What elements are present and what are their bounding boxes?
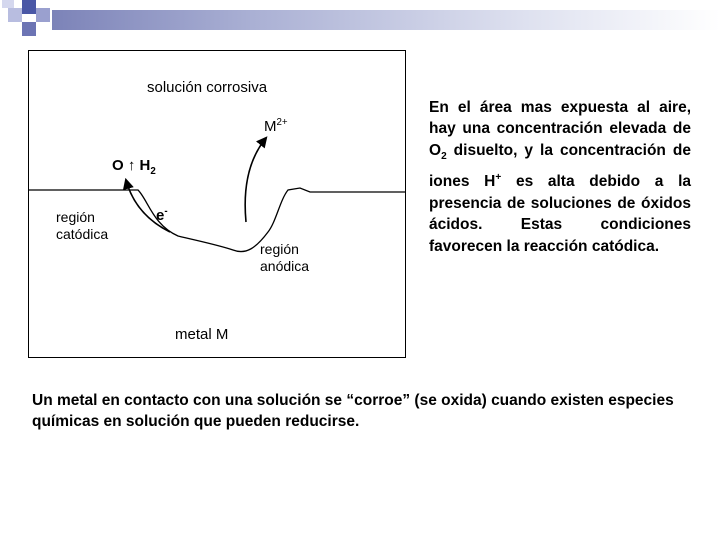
metal-label: metal M — [175, 326, 229, 343]
side-paragraph: En el área mas expuesta al aire, hay una concentración elevada de $O_2$ disuelto, y la concentración de iones H+ es alta debido a la presencia de soluciones de óxidos ácidos. Estas condiciones favorecen la reacción catódica. — [429, 99, 692, 255]
cathodic-region-label: región catódica — [56, 209, 109, 242]
corrosion-diagram — [28, 50, 406, 358]
header-gradient-band — [52, 10, 720, 30]
metal-ion-label: $M^{2+}$ — [264, 117, 288, 135]
header-square-mid — [36, 8, 50, 22]
electron-label: e- — [156, 206, 168, 224]
reaction-label: O ↑ $H_2$ — [112, 157, 156, 177]
metal-ion-arrow — [245, 138, 266, 222]
anodic-region-label: región anódica — [260, 241, 310, 274]
header-square-bottom — [22, 22, 36, 36]
header-square-outline — [2, 0, 14, 8]
bottom-paragraph: Un metal en contacto con una solución se “corroe” (se oxida) cuando existen especies químicas en solución que pueden reducirse. — [32, 392, 674, 430]
header-square-dark — [22, 0, 36, 14]
solution-label: solución corrosiva — [147, 79, 268, 96]
header-square-light — [8, 8, 22, 22]
